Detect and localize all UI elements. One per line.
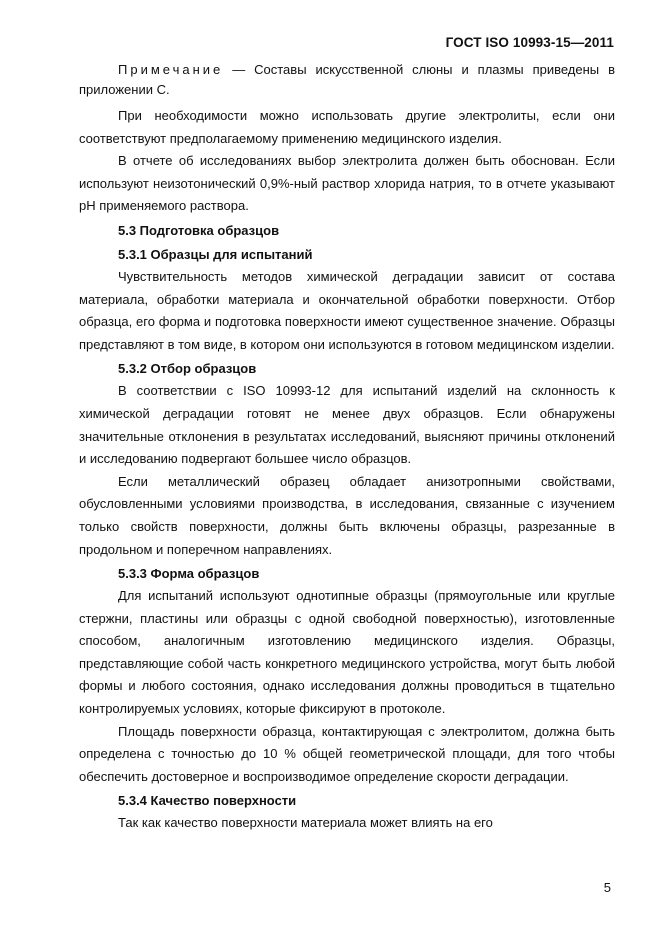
- paragraph: В соответствии с ISO 10993-12 для испытаний изделий на склонность к химической деградации готовят не менее двух образцов. Если обнаружены значительные отклонения в результатах исследований, выясняют причины отклонений и исследованию подвергают большее число образцов.: [79, 383, 615, 467]
- note-text: — Составы искусственной слюны и плазмы приведены в приложении С.: [79, 62, 615, 97]
- paragraph: Для испытаний используют однотипные образцы (прямоугольные или круглые стержни, пластины или образцы с одной свободной поверхностью), изготовленные способом, аналогичным изготовлению медицинского изделия. Образцы, представляющие собой часть конкретного медицинского устройства, могут быть любой формы и любого состояния, однако исследования должны проводиться в тщательно контролируемых условиях, которые фиксируют в протоколе.: [79, 588, 615, 717]
- paragraph: Площадь поверхности образца, контактирующая с электролитом, должна быть определена с точностью до 10 % общей геометрической площади, для того чтобы обеспечить достоверное и воспроизводимое определение скорости деградации.: [79, 723, 615, 784]
- page-number: 5: [603, 880, 611, 895]
- subsection-heading: 5.3.3 Форма образцов: [118, 566, 260, 582]
- paragraph: Если металлический образец обладает анизотропными свойствами, обусловленными условиями производства, в исследования, связанные с изучением только свойств поверхности, должны быть включены образцы, разрезанные в продольном и поперечном направлениях.: [79, 473, 615, 557]
- paragraph: Так как качество поверхности материала может влиять на его: [118, 815, 493, 831]
- paragraph: При необходимости можно использовать другие электролиты, если они соответствуют предполагаемому применению медицинского изделия.: [79, 108, 615, 146]
- subsection-heading: 5.3.4 Качество поверхности: [118, 793, 297, 809]
- section-heading: 5.3 Подготовка образцов: [118, 222, 280, 238]
- subsection-heading: 5.3.2 Отбор образцов: [118, 361, 257, 377]
- paragraph: В отчете об исследованиях выбор электролита должен быть обоснован. Если используют неизотонический 0,9%-ный раствор хлорида натрия, то в отчете указывают рН применяемого раствора.: [79, 153, 615, 214]
- note-label: Примечание: [118, 62, 224, 77]
- subsection-heading: 5.3.1 Образцы для испытаний: [118, 246, 313, 262]
- note-paragraph: [79, 60, 615, 100]
- document-header: ГОСТ ISO 10993-15—2011: [445, 35, 614, 50]
- paragraph: Чувствительность методов химической деградации зависит от состава материала, обработки материала и окончательной обработки поверхности. Отбор образца, его форма и подготовка поверхности имеют существенное значение. Образцы представляют в том виде, в котором они используются в готовом медицинском изделии.: [79, 268, 615, 352]
- document-body: [79, 60, 615, 835]
